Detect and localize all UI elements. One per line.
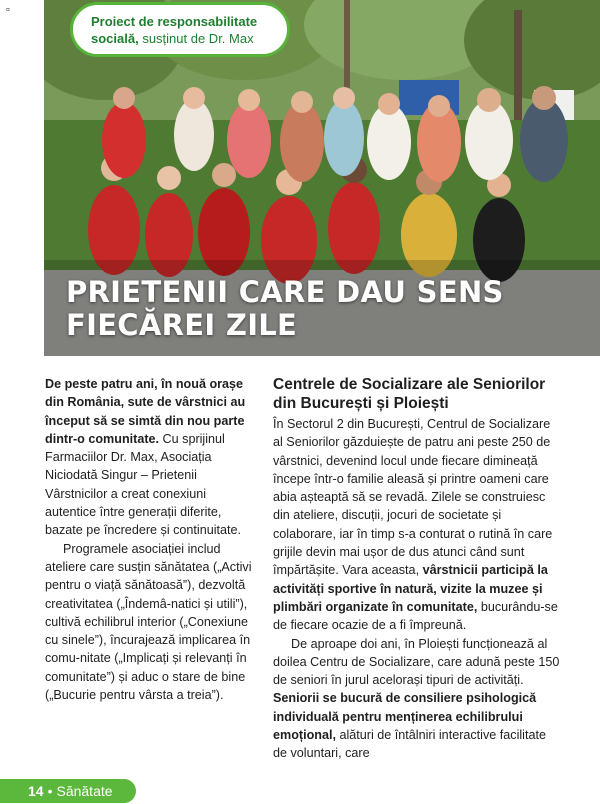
left-paragraph-2: Programele asociației includ ateliere care susțin sănătatea („Activi pentru o viață sănătoasă”), dezvoltă creativitatea („Îndemâ-natici și utili”), cultivă echilibrul interior („Conexiune cu sinele”), încurajează implicarea în comu-nitate („Implicați și relevanți în comunitate”) și aduc o stare de bine („Bucurie pentru vârsta a treia”). <box>45 541 252 703</box>
page-footer <box>0 779 136 803</box>
right-column <box>273 375 563 763</box>
left-column <box>45 375 257 704</box>
paragraph-bold-text: vârstnicii participă la activități sportive în natură, vizite la muzee și plimbări organizate în comunitate, <box>273 563 548 614</box>
right-paragraph-1 <box>273 415 563 635</box>
right-paragraph-2 <box>273 635 563 763</box>
section-heading: Centrele de Socializare ale Seniorilor din București și Ploiești <box>273 376 546 412</box>
csr-badge <box>70 2 290 57</box>
lead-text: De peste patru ani, în nouă orașe din România, sute de vârstnici au început să se simtă din nou parte dintr-o comunitate. <box>45 377 246 446</box>
paragraph-text: bucurându-se de fiecare ocazie de a fi împreună. <box>273 599 558 633</box>
badge-text: susținut de Dr. Max <box>138 31 254 46</box>
page-number: 14 <box>28 783 44 799</box>
separator-dot: • <box>47 783 53 799</box>
headline-line-1: PRIETENII CARE DAU SENS <box>66 275 504 309</box>
section-name: Sănătate <box>56 783 113 799</box>
paragraph-1-text: Cu sprijinul Farmaciilor Dr. Max, Asociația Niciodată Singur – Prietenii Vârstnicilor a creat conexiuni autentice între generații diferite, bazate pe încredere și continuitate. <box>45 431 242 538</box>
headline-line-2: FIECĂREI ZILE <box>66 308 298 342</box>
paragraph-text: alături de întâlniri interactive facilitate de voluntari, care <box>273 728 546 761</box>
left-paragraph-1 <box>45 375 257 540</box>
badge-bold-text: Proiect de responsabilitate socială, <box>91 14 258 46</box>
paragraph-text: De aproape doi ani, în Ploiești funcționează al doilea Centru de Socializare, care adună peste 150 de seniori în jurul acelorași tipuri de activități. <box>273 636 560 688</box>
corner-mark: ¤ <box>6 7 10 14</box>
paragraph-text: În Sectorul 2 din București, Centrul de Socializare al Seniorilor găzduiește de patru ani peste 250 de vârstnici, devenind locul unde fiecare dimineață începe într-o familie aleasă și printre oameni care abia așteaptă să se revadă. Zilele se construiesc din ateliere, discuții, jocuri de societate și colaborare, iar în timp s-a conturat o rutină în care grijile devin mai ușor de dus atunci când sunt împărtășite. Vara aceasta, <box>273 417 553 578</box>
paragraph-bold-text: Seniorii se bucură de consiliere psihologică individuală pentru menținerea echilibrului emoțional, <box>273 691 537 743</box>
headline <box>66 276 586 342</box>
